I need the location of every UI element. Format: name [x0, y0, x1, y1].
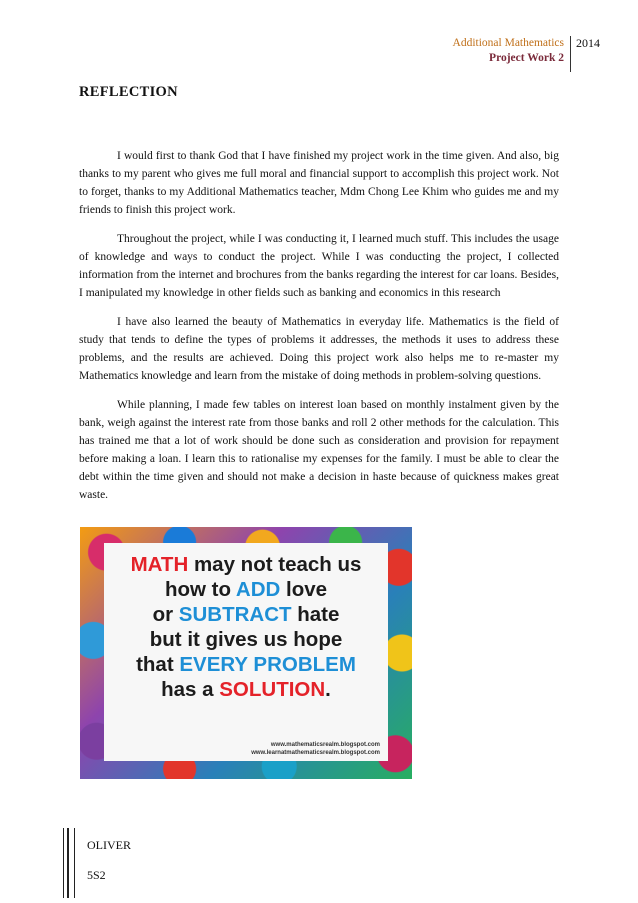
- header-left: [453, 36, 571, 72]
- poster-line-2-pre: how to: [164, 578, 236, 601]
- poster-line-5: [104, 652, 388, 677]
- reflection-body: [79, 147, 559, 515]
- footer-student-class: 5S2: [87, 868, 106, 882]
- footer-student-name: OLIVER: [87, 838, 131, 852]
- poster-keyword-subtract: SUBTRACT: [178, 603, 292, 626]
- poster-line-6-post: .: [325, 678, 331, 701]
- poster-keyword-every-problem: EVERY PROBLEM: [179, 653, 356, 676]
- poster-url-1: www.mathematicsrealm.blogspot.com: [270, 742, 380, 748]
- poster-text-panel: [104, 543, 388, 761]
- poster-url-2: www.learnatmathematicsrealm.blogspot.com: [251, 750, 380, 756]
- poster-keyword-math: MATH: [130, 553, 189, 576]
- poster-line-3-pre: or: [152, 603, 179, 626]
- poster-line-3-post: hate: [291, 603, 340, 626]
- paragraph-2: Throughout the project, while I was conducting it, I learned much stuff. This includes the usage of knowledge and ways to conduct the project. While I was conducting the project, I collected information from the internet and brochures from the banks regarding the interest for car loans. Besides, I manipulated my knowledge in other fields such as banking and economics in this research: [79, 233, 559, 299]
- paragraph-1: I would first to thank God that I have finished my project work in the time given. And also, big thanks to my parent who gives me full moral and financial support to accomplish this project work. Not to forget, thanks to my Additional Mathematics teacher, Mdm Chong Lee Khim who guides me and my friends to finish this project work.: [79, 150, 559, 216]
- poster-line-6: [104, 677, 388, 702]
- poster-line-3: [104, 602, 388, 627]
- poster-line-2: [104, 577, 388, 602]
- header-subject: Additional Mathematics: [452, 37, 564, 49]
- poster-keyword-solution: SOLUTION: [219, 678, 326, 701]
- page-title: REFLECTION: [79, 84, 178, 100]
- poster-line-1: [104, 552, 388, 577]
- math-quote-poster: [80, 527, 412, 779]
- paragraph-3: I have also learned the beauty of Mathematics in everyday life. Mathematics is the field of study that tends to define the types of problems it addresses, the methods it uses to address these problems, and the results are achieved. Doing this project work also helps me to re-master my Mathematics knowledge and learn from the mistake of doing methods in problem-solving questions.: [79, 316, 559, 382]
- paragraph-4: While planning, I made few tables on interest loan based on monthly instalment given by the bank, weigh against the interest rate from those banks and roll 2 other methods for the calculation. This has trained me that a lot of work should be done such as consideration and provision for repayment before making a loan. I learn this to rationalise my expenses for the family. I must be able to clear the debt within the time given and should not make a decision in haste because of quickness makes great waste.: [79, 399, 559, 501]
- header-project: Project Work 2: [489, 52, 564, 64]
- header-year: 2014: [576, 36, 600, 50]
- poster-line-6-pre: has a: [161, 678, 220, 701]
- poster-urls: [251, 741, 380, 757]
- footer-rule-bars: [63, 828, 75, 898]
- poster-line-1-rest: may not teach us: [188, 553, 362, 576]
- poster-keyword-add: ADD: [235, 578, 281, 601]
- poster-line-4: but it gives us hope: [149, 628, 343, 651]
- poster-line-5-pre: that: [136, 653, 180, 676]
- poster-line-2-post: love: [280, 578, 328, 601]
- page-header: [453, 36, 600, 72]
